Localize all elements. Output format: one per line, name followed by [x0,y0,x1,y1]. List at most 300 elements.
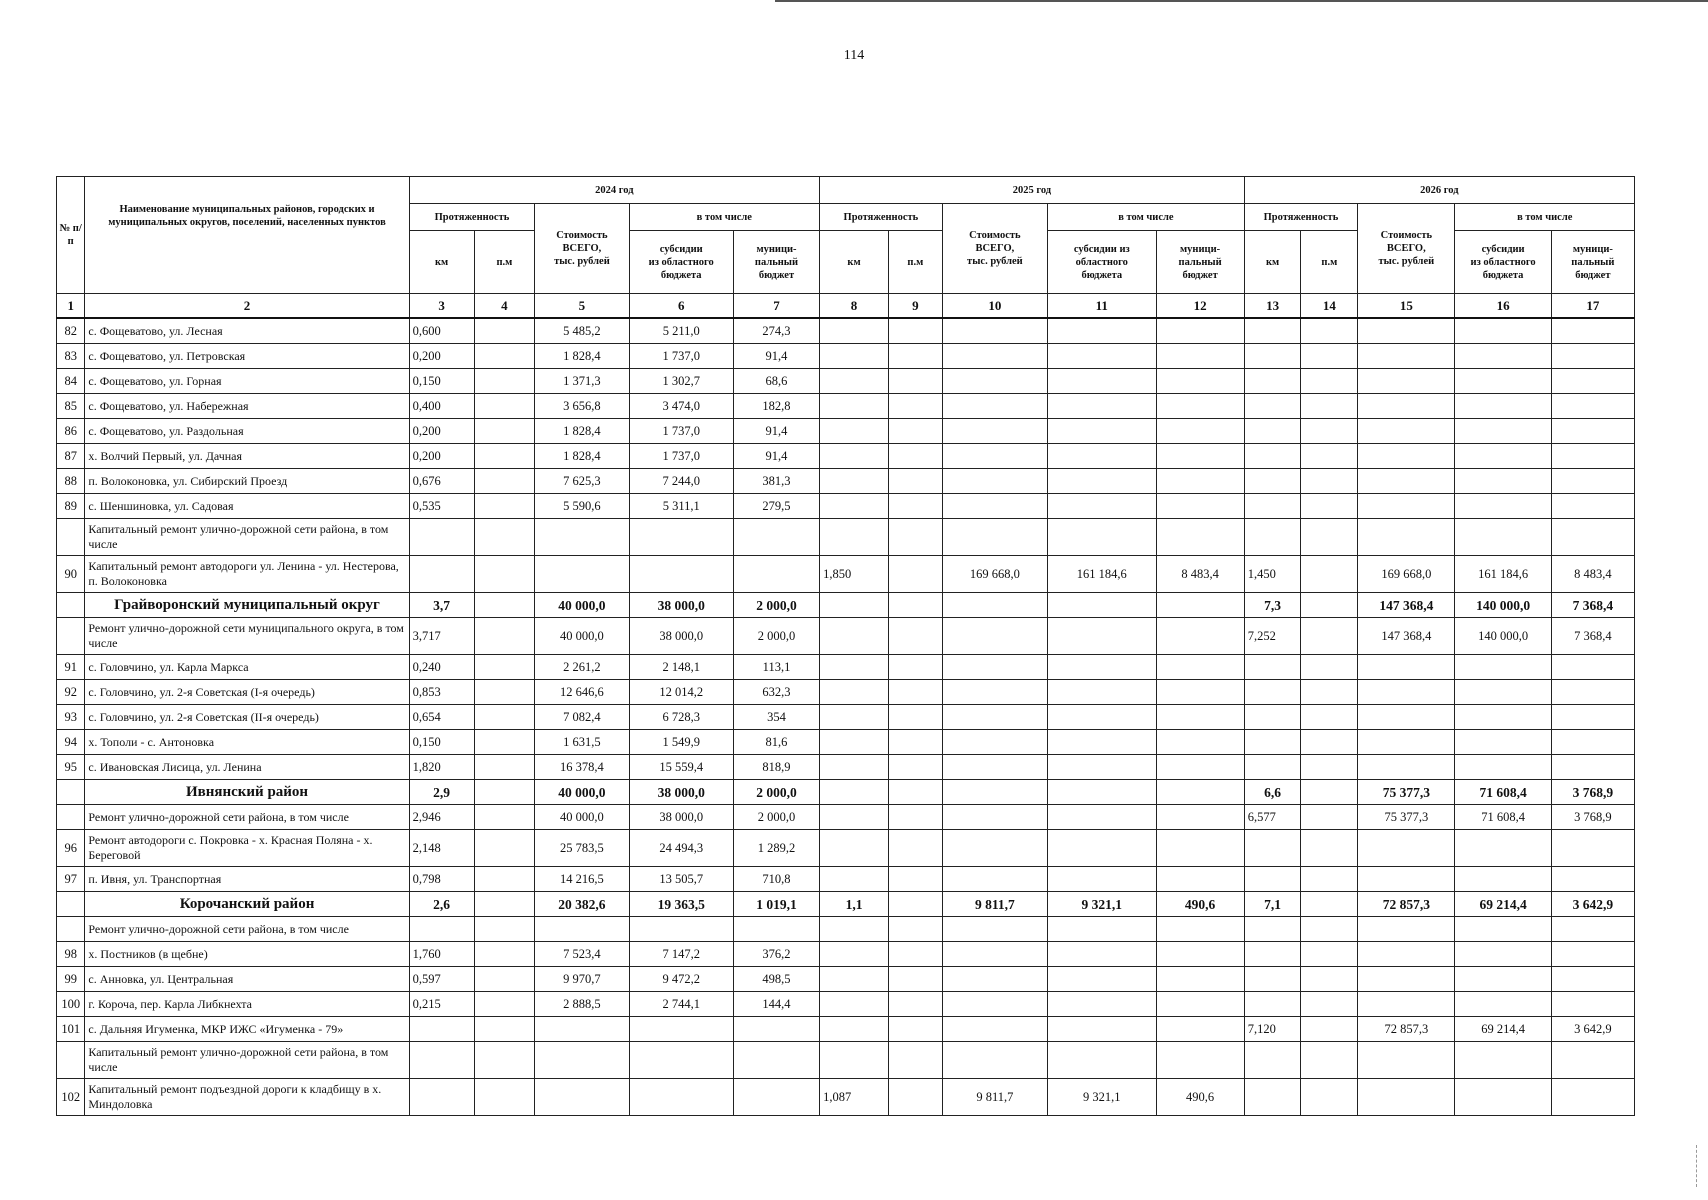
row-value [474,593,535,618]
row-value [474,805,535,830]
row-value [942,318,1047,344]
table-row [57,655,1635,680]
row-value: 8 483,4 [1156,556,1244,593]
row-number: 88 [57,469,85,494]
table-row [57,830,1635,867]
row-value: 71 608,4 [1455,780,1551,805]
row-value [942,369,1047,394]
header-length-2024: Протяженность [409,204,535,231]
row-value: 1 302,7 [629,369,733,394]
row-value [1156,730,1244,755]
header-muni-line2: пальный [1178,256,1222,268]
row-value [1048,618,1156,655]
row-value [1156,318,1244,344]
column-index: 8 [820,294,889,319]
row-value: 632,3 [733,680,819,705]
table-body [57,318,1635,1116]
row-number: 84 [57,369,85,394]
row-value: 0,654 [409,705,474,730]
row-value [409,519,474,556]
row-value: 7,1 [1244,892,1301,917]
row-value [1358,394,1455,419]
row-number: 97 [57,867,85,892]
row-value [474,1017,535,1042]
row-value [888,519,942,556]
row-value: 72 857,3 [1358,892,1455,917]
row-value: 1 828,4 [535,444,629,469]
column-index: 13 [1244,294,1301,319]
row-value: 279,5 [733,494,819,519]
table-row [57,805,1635,830]
row-value [1358,1042,1455,1079]
row-name: Ремонт улично-дорожной сети района, в том числе [85,805,409,830]
row-value: 38 000,0 [629,780,733,805]
row-value [820,917,889,942]
row-value [820,494,889,519]
row-number [57,593,85,618]
row-number: 95 [57,755,85,780]
table-row [57,942,1635,967]
row-value [1358,705,1455,730]
row-value [942,917,1047,942]
row-value: 1 737,0 [629,444,733,469]
row-value: 161 184,6 [1048,556,1156,593]
row-name: п. Волоконовка, ул. Сибирский Проезд [85,469,409,494]
scan-edge-marks [1696,1145,1699,1187]
row-value [1244,318,1301,344]
header-km-2025: км [820,231,889,294]
row-value [409,556,474,593]
row-value: 1,760 [409,942,474,967]
row-value: 354 [733,705,819,730]
row-value [1358,419,1455,444]
row-value [474,917,535,942]
row-value [942,992,1047,1017]
row-value [1244,369,1301,394]
table-row [57,469,1635,494]
row-value [1551,705,1634,730]
row-value: 0,600 [409,318,474,344]
table-row [57,419,1635,444]
row-value [1244,917,1301,942]
row-value [474,1079,535,1116]
header-cost-line1: Стоимость [556,230,608,241]
row-value: 1 549,9 [629,730,733,755]
header-muni-line3: бюджет [758,269,795,281]
row-value [1048,867,1156,892]
row-value [888,942,942,967]
row-value: 381,3 [733,469,819,494]
header-muni-line1: муници- [1572,243,1613,255]
row-number: 98 [57,942,85,967]
row-value [820,344,889,369]
row-value [888,780,942,805]
row-value [1156,805,1244,830]
row-value: 1,450 [1244,556,1301,593]
row-value: 71 608,4 [1455,805,1551,830]
row-value: 1,820 [409,755,474,780]
row-value [1551,730,1634,755]
row-value: 7,3 [1244,593,1301,618]
column-index: 15 [1358,294,1455,319]
row-value [1551,680,1634,705]
row-name: с. Головчино, ул. 2-я Советская (I-я очередь) [85,680,409,705]
row-value [1358,755,1455,780]
table-row [57,730,1635,755]
row-name: с. Шеншиновка, ул. Садовая [85,494,409,519]
table-row [57,394,1635,419]
row-name: с. Дальняя Игуменка, МКР ИЖС «Игуменка - 79» [85,1017,409,1042]
row-value [1048,942,1156,967]
row-value [1048,730,1156,755]
header-subsidy-line1: субсидии [1481,243,1525,255]
row-value: 2 000,0 [733,618,819,655]
row-name: п. Ивня, ул. Транспортная [85,867,409,892]
row-value [820,519,889,556]
row-value [1048,780,1156,805]
row-value [1301,344,1358,369]
row-value [733,519,819,556]
row-value: 1 828,4 [535,419,629,444]
row-value: 147 368,4 [1358,593,1455,618]
header-cost-line1: Стоимость [1380,230,1433,241]
row-value [1358,519,1455,556]
row-value [409,1042,474,1079]
row-value [1244,680,1301,705]
row-value [1551,917,1634,942]
row-value [1551,344,1634,369]
row-value [1301,1017,1358,1042]
row-value [888,917,942,942]
row-value: 0,200 [409,344,474,369]
row-value [1048,469,1156,494]
header-cost-line3: тыс. рублей [967,256,1023,267]
row-value: 0,240 [409,655,474,680]
row-value: 24 494,3 [629,830,733,867]
row-value [888,867,942,892]
row-value [1455,967,1551,992]
row-value [1048,705,1156,730]
row-value [888,655,942,680]
row-value [474,519,535,556]
row-value: 0,200 [409,444,474,469]
row-value: 69 214,4 [1455,1017,1551,1042]
row-value: 2 000,0 [733,593,819,618]
row-value [942,344,1047,369]
header-pm-2026: п.м [1301,231,1358,294]
row-value: 75 377,3 [1358,805,1455,830]
column-index: 2 [85,294,409,319]
row-value [942,618,1047,655]
row-value [1551,519,1634,556]
row-value: 38 000,0 [629,805,733,830]
row-value [820,830,889,867]
row-value [1358,830,1455,867]
row-value: 0,853 [409,680,474,705]
row-value [820,655,889,680]
column-index: 11 [1048,294,1156,319]
row-value [535,1042,629,1079]
row-value: 7 368,4 [1551,618,1634,655]
row-value [474,655,535,680]
row-value [1301,1042,1358,1079]
header-subsidy-line1: субсидии из [1073,243,1130,255]
row-value [474,419,535,444]
header-subsidy-line1: субсидии [659,243,703,255]
row-number: 90 [57,556,85,593]
column-index: 5 [535,294,629,319]
row-value: 6,577 [1244,805,1301,830]
row-value [1358,992,1455,1017]
row-value [1244,419,1301,444]
row-value [474,556,535,593]
header-subsidy-line2: из областного [1470,256,1536,268]
row-value [474,867,535,892]
row-value: 1 019,1 [733,892,819,917]
row-value [474,892,535,917]
header-cost-line2: ВСЕГО, [975,243,1015,254]
header-incl-2025: в том числе [1048,204,1245,231]
row-value [888,494,942,519]
row-number: 101 [57,1017,85,1042]
row-value [1301,469,1358,494]
header-col-name: Наименование муниципальных районов, городских и муниципальных округов, поселений, населенных пунктов [85,177,409,294]
row-value [942,680,1047,705]
row-value [1301,556,1358,593]
column-index: 1 [57,294,85,319]
row-value: 0,200 [409,419,474,444]
row-value [1551,942,1634,967]
row-value: 91,4 [733,419,819,444]
table-header [57,177,1635,319]
row-value [474,967,535,992]
row-value [535,917,629,942]
page-number: 114 [843,48,865,63]
row-value [1244,469,1301,494]
row-value [1455,655,1551,680]
row-value [888,444,942,469]
row-value: 2 888,5 [535,992,629,1017]
row-value: 1 737,0 [629,344,733,369]
header-year-2024: 2024 год [409,177,819,204]
column-index: 4 [474,294,535,319]
row-value [474,494,535,519]
row-value [1244,494,1301,519]
row-value [888,830,942,867]
header-subsidy-line3: бюджета [660,269,702,281]
row-value [1156,618,1244,655]
row-name: с. Фощеватово, ул. Лесная [85,318,409,344]
top-rule [775,0,1708,2]
row-value [1551,419,1634,444]
row-value [1244,867,1301,892]
row-value [1048,318,1156,344]
row-value [474,830,535,867]
row-value [1551,369,1634,394]
row-name: с. Головчино, ул. 2-я Советская (II-я очередь) [85,705,409,730]
row-value: 7 523,4 [535,942,629,967]
column-index: 7 [733,294,819,319]
row-value: 2 148,1 [629,655,733,680]
row-value: 20 382,6 [535,892,629,917]
row-value [1156,469,1244,494]
row-value: 3 768,9 [1551,780,1634,805]
row-value [629,556,733,593]
header-muni-line1: муници- [756,243,797,255]
row-value: 144,4 [733,992,819,1017]
row-value [1048,419,1156,444]
row-value [1156,494,1244,519]
row-number: 93 [57,705,85,730]
row-value [1156,369,1244,394]
row-value: 40 000,0 [535,618,629,655]
row-value [474,444,535,469]
row-value [1048,1017,1156,1042]
column-index: 3 [409,294,474,319]
row-value [474,318,535,344]
row-value: 3 474,0 [629,394,733,419]
row-number: 83 [57,344,85,369]
row-value [1301,967,1358,992]
row-number: 102 [57,1079,85,1116]
row-value [1301,942,1358,967]
row-value [820,444,889,469]
header-cost-line3: тыс. рублей [554,256,610,267]
row-value: 9 970,7 [535,967,629,992]
row-name: х. Постников (в щебне) [85,942,409,967]
row-value: 13 505,7 [629,867,733,892]
row-value: 38 000,0 [629,618,733,655]
row-value [1551,830,1634,867]
row-value [942,1042,1047,1079]
row-value: 1 737,0 [629,419,733,444]
row-value: 0,798 [409,867,474,892]
header-col-no: № п/п [57,177,85,294]
row-value: 2,148 [409,830,474,867]
column-index: 9 [888,294,942,319]
row-value [1551,494,1634,519]
row-value [1301,318,1358,344]
row-value: 2 744,1 [629,992,733,1017]
row-value: 3 642,9 [1551,892,1634,917]
column-index: 12 [1156,294,1244,319]
row-value [1358,469,1455,494]
row-value: 498,5 [733,967,819,992]
row-name: с. Головчино, ул. Карла Маркса [85,655,409,680]
row-value [1358,318,1455,344]
row-value: 376,2 [733,942,819,967]
row-name: с. Фощеватово, ул. Горная [85,369,409,394]
header-muni-2025 [1156,231,1244,294]
row-value [535,1079,629,1116]
row-value: 91,4 [733,444,819,469]
row-value [820,867,889,892]
row-value: 274,3 [733,318,819,344]
row-value: 1 631,5 [535,730,629,755]
row-value [888,618,942,655]
row-value [1156,655,1244,680]
row-value [1455,444,1551,469]
row-value [1301,705,1358,730]
row-value [1301,805,1358,830]
header-muni-2026 [1551,231,1634,294]
row-value [733,917,819,942]
row-value: 2 000,0 [733,780,819,805]
header-muni-2024 [733,231,819,294]
row-value [942,419,1047,444]
row-number: 96 [57,830,85,867]
row-value [1048,917,1156,942]
row-value [942,730,1047,755]
row-value: 5 485,2 [535,318,629,344]
row-value [535,519,629,556]
row-value [1156,917,1244,942]
row-value: 91,4 [733,344,819,369]
row-value: 1 828,4 [535,344,629,369]
row-value: 7 082,4 [535,705,629,730]
header-length-2026: Протяженность [1244,204,1358,231]
row-value [1156,1017,1244,1042]
row-value [1455,494,1551,519]
row-value [942,780,1047,805]
row-value [820,805,889,830]
district-total-row [57,593,1635,618]
row-value [820,1042,889,1079]
row-value [1048,755,1156,780]
row-value [1551,469,1634,494]
row-value [1455,992,1551,1017]
header-subsidy-line2: из областного [648,256,714,268]
row-value [942,705,1047,730]
table-row [57,618,1635,655]
row-value [888,730,942,755]
row-value [1551,318,1634,344]
header-km-2026: км [1244,231,1301,294]
row-value [1455,419,1551,444]
row-value [1156,519,1244,556]
row-value [820,730,889,755]
column-index: 16 [1455,294,1551,319]
row-number [57,618,85,655]
row-value: 169 668,0 [942,556,1047,593]
row-value [820,942,889,967]
row-value: 7 244,0 [629,469,733,494]
row-name: с. Анновка, ул. Центральная [85,967,409,992]
row-value [1244,755,1301,780]
header-pm-2024: п.м [474,231,535,294]
row-name: Ремонт улично-дорожной сети района, в том числе [85,917,409,942]
row-value [474,992,535,1017]
row-value: 19 363,5 [629,892,733,917]
row-number: 89 [57,494,85,519]
row-name: Капитальный ремонт улично-дорожной сети района, в том числе [85,519,409,556]
row-value [474,394,535,419]
row-value [1301,992,1358,1017]
row-value [1244,992,1301,1017]
row-value: 14 216,5 [535,867,629,892]
row-value [1301,618,1358,655]
row-value [629,917,733,942]
header-cost-line3: тыс. рублей [1378,256,1435,267]
row-name: с. Фощеватово, ул. Петровская [85,344,409,369]
row-value [474,730,535,755]
row-value [1551,1079,1634,1116]
row-value [1156,967,1244,992]
row-value [474,942,535,967]
row-name: с. Фощеватово, ул. Набережная [85,394,409,419]
row-value [1358,655,1455,680]
row-value [1301,680,1358,705]
